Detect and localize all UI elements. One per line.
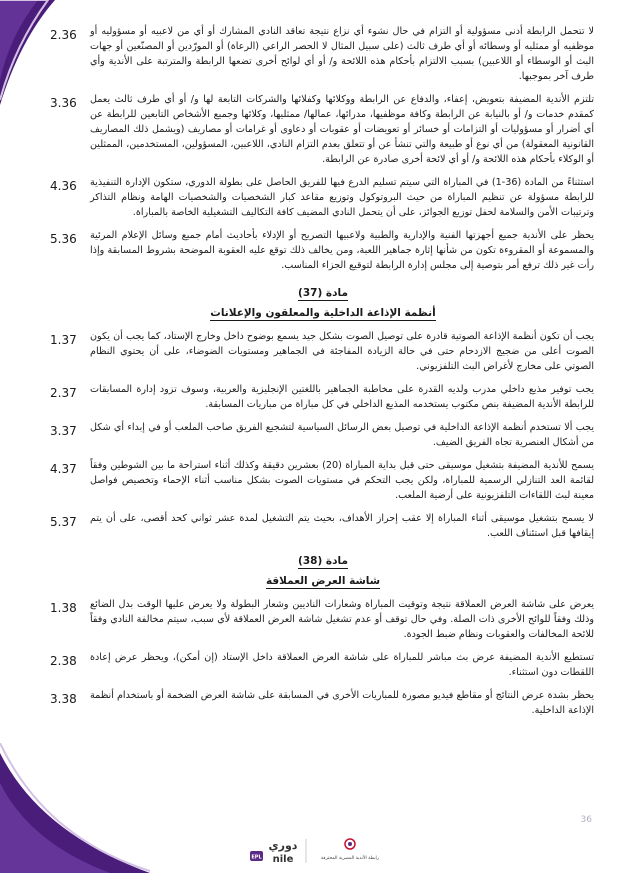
corner-decoration-bottom xyxy=(0,743,150,873)
clause-number: 4.36 xyxy=(50,179,77,193)
association-logo-text: رابطة الأندية المصرية المحترفة xyxy=(321,856,379,861)
clause-number: 3.36 xyxy=(50,96,77,110)
clause-1-37 xyxy=(50,329,596,374)
clause-text: يجب أن تكون أنظمة الإذاعة الصوتية قادرة على توصيل الصوت بشكل جيد يسمع بوضوح داخل وخارج الإستاد، كما يجب أن يكون الصوت أعلى من ضجيج الازدحام حتى في حالة الزيادة المفاجئة في الجماهير ومستويات الضوضاء، على أن يحتوي النظام الصوتي على مخارج لأغراض البث التلفزيوني. xyxy=(90,331,594,372)
clause-text: يسمح للأندية المضيفة بتشغيل موسيقى حتى قبل بداية المباراة (20) بعشرين دقيقة وكذلك أثناء استراحة ما بين الشوطين وفقاً لقائمة العد التنازلي الرسمية للمباراة، ولكن يجب التحكم في مستويات الصوت بشكل مناسب أثناء الإحماء وتخصيص فواصل معينة لبث اللقاءات التلفزيونية على أرضية الملعب. xyxy=(90,460,594,501)
clause-number: 1.38 xyxy=(50,601,77,615)
association-logo xyxy=(321,839,379,861)
clause-4-37 xyxy=(50,458,596,503)
article-title: شاشة العرض العملاقة xyxy=(265,575,381,587)
clause-number: 3.38 xyxy=(50,692,77,706)
article-title: أنظمة الإذاعة الداخلية والمعلقون والإعلانات xyxy=(210,307,436,319)
clause-text: يحظر بشدة عرض النتائج أو مقاطع فيديو مصورة للمباريات الأخرى في المسابقة على شاشة العرض الضخمة أو باستخدام أنظمة الإذاعة الداخلية. xyxy=(90,690,594,716)
clause-number: 5.36 xyxy=(50,232,77,246)
epl-label: EPL xyxy=(251,854,262,861)
clause-2-36 xyxy=(50,24,596,84)
clause-text: يجب توفير مذيع داخلي مدرب ولديه القدرة على مخاطبة الجماهير باللغتين الإنجليزية والعربية، وسوف تزود إدارة المسابقات للرابطة الأندية المضيفة بنص مكتوب يستخدمه المذيع الداخلي في كل مباراة من مباريات المسابقة. xyxy=(90,384,594,410)
clause-3-38 xyxy=(50,688,596,718)
clause-text: لا يسمح بتشغيل موسيقى أثناء المباراة إلا عقب إحراز الأهداف، بحيث يتم التشغيل لمدة عشر ثواني كحد أقصى، على أن يتم إيقافها قبل استئناف اللعب. xyxy=(90,513,594,539)
article-37-heading xyxy=(50,281,596,321)
clause-text: تستطيع الأندية المضيفة عرض بث مباشر للمباراة على شاشة العرض العملاقة داخل الإستاد (إن أمكن)، ويحظر عرض إعادة اللقطات دون استثناء. xyxy=(90,652,594,678)
clause-text: يحظر على الأندية جميع أجهزتها الفنية والإدارية والطبية ولاعبيها التصريح أو الإدلاء بأحاديث أمام جميع وسائل الإعلام المرئية والمسموعة أو المقروءة تكون من شأنها إثارة جماهير اللعبة، ومن يخالف ذلك توقع عليه العقوبة الموضحة بشروط المسابقة وإذا رأت غير ذلك ترفع أمر بتوصية إلى مجلس إدارة الرابطة لتوقيع الجزاء المناسب. xyxy=(90,230,594,271)
clause-5-37 xyxy=(50,511,596,541)
page-number: 36 xyxy=(580,815,592,825)
clause-3-36 xyxy=(50,92,596,167)
clause-text: استثناءً من المادة (36-1) في المباراة التي سيتم تسليم الدرع فيها للفريق الحاصل على بطولة الدوري، ستكون الإدارة التنفيذية للرابطة مسؤولة عن تنظيم المباراة من حيث البروتوكول وتوزيع مقاعد كبار الشخصيات والشخصيات الهامة ونظام التذاكر وترتيبات الأمن والسلامة لحفل توزيع الجوائز، على أن يتحمل النادي المضيف كافة التكاليف التشغيلية الخاصة بالمباراة. xyxy=(90,177,595,218)
clause-5-36 xyxy=(50,228,596,273)
league-logo-text: دوري xyxy=(268,839,298,852)
article-number: مادة (37) xyxy=(298,287,348,299)
footer-logos xyxy=(250,835,390,865)
clause-number: 2.37 xyxy=(50,386,77,400)
clause-2-38 xyxy=(50,650,596,680)
clause-2-37 xyxy=(50,382,596,412)
clause-number: 2.38 xyxy=(50,654,77,668)
clause-text: يعرض على شاشة العرض العملاقة نتيجة وتوقيت المباراة وشعارات الناديين وشعار البطولة ولا يعرض عليها الوقت بدل الضائع وذلك وفقاً للوائح الأخرى ذات الصلة. وفي حال توقف أو عدم تشغيل شاشة العرض العملاقة لأي سبب، سيتم مخالفة النادي وفقاً للائحة المخالفات والعقوبات ونظام ضبط الجودة. xyxy=(90,599,594,640)
article-number: مادة (38) xyxy=(298,555,348,567)
clause-number: 5.37 xyxy=(50,515,77,529)
clause-text: لا تتحمل الرابطة أدنى مسؤولية أو التزام في حال نشوء أي نزاع نتيجة تعاقد النادي المشارك أو أي من لاعبيه أو مسؤوليه أو موظفيه أو ممثليه أو وسطائه أو أي طرف ثالث (على سبيل المثال لا الحصر الراعي (الرعاة) أو المورّدين أو المصنّعين أو جهات البث أو الوسطاء أو اللاعبين) بسبب الالتزام بأحكام هذه اللائحة و/ أو أي لوائح أخرى تضعها الرابطة والمترتبة على الأندية وأي طرف آخر بموجبها. xyxy=(90,26,594,82)
clause-text: يجب ألا تستخدم أنظمة الإذاعة الداخلية في توصيل بعض الرسائل السياسية لتشجيع الفريق صاحب الملعب أو في إبداء أي شكل من أشكال العنصرية تجاه الفريق الضيف. xyxy=(90,422,594,448)
clause-text: تلتزم الأندية المضيفة بتعويض، إعفاء، والدفاع عن الرابطة ووكلائها وكفلائها والشركات التابعة لها و/ أو أي طرف ثالث يعمل كمقدم خدمات و/ أو بالنيابة عن الرابطة وكافة موظفيها، مدرائها، عمالها/ ممثليها، وكلائها وجميع الأشخاص التابعين للرابطة عن أي أضرار أو مسؤوليات أو التزامات أو خسائر أو تعويضات أو عقوبات أو دعاوى أو غرامات أو مصاريف (ويشمل ذلك المصاريف القانونية المعقولة) من أي نوع أو طبيعة والتي تنشأ عن أو تتعلق بعدم التزام النادي، اللاعبين، المسؤولين، المستخدمين، الممثلين أو الوكلاء بأحكام هذه اللائحة و/ أو أي لائحة أخرى صادرة عن الرابطة. xyxy=(90,94,594,165)
clause-number: 2.36 xyxy=(50,28,77,42)
clause-number: 3.37 xyxy=(50,424,77,438)
nile-logo-text: nile xyxy=(272,854,294,865)
document-body xyxy=(50,24,596,726)
article-38-heading xyxy=(50,549,596,589)
clause-4-36 xyxy=(50,175,596,220)
clause-number: 1.37 xyxy=(50,333,77,347)
league-logo xyxy=(250,839,298,865)
clause-1-38 xyxy=(50,597,596,642)
clause-3-37 xyxy=(50,420,596,450)
clause-number: 4.37 xyxy=(50,462,77,476)
